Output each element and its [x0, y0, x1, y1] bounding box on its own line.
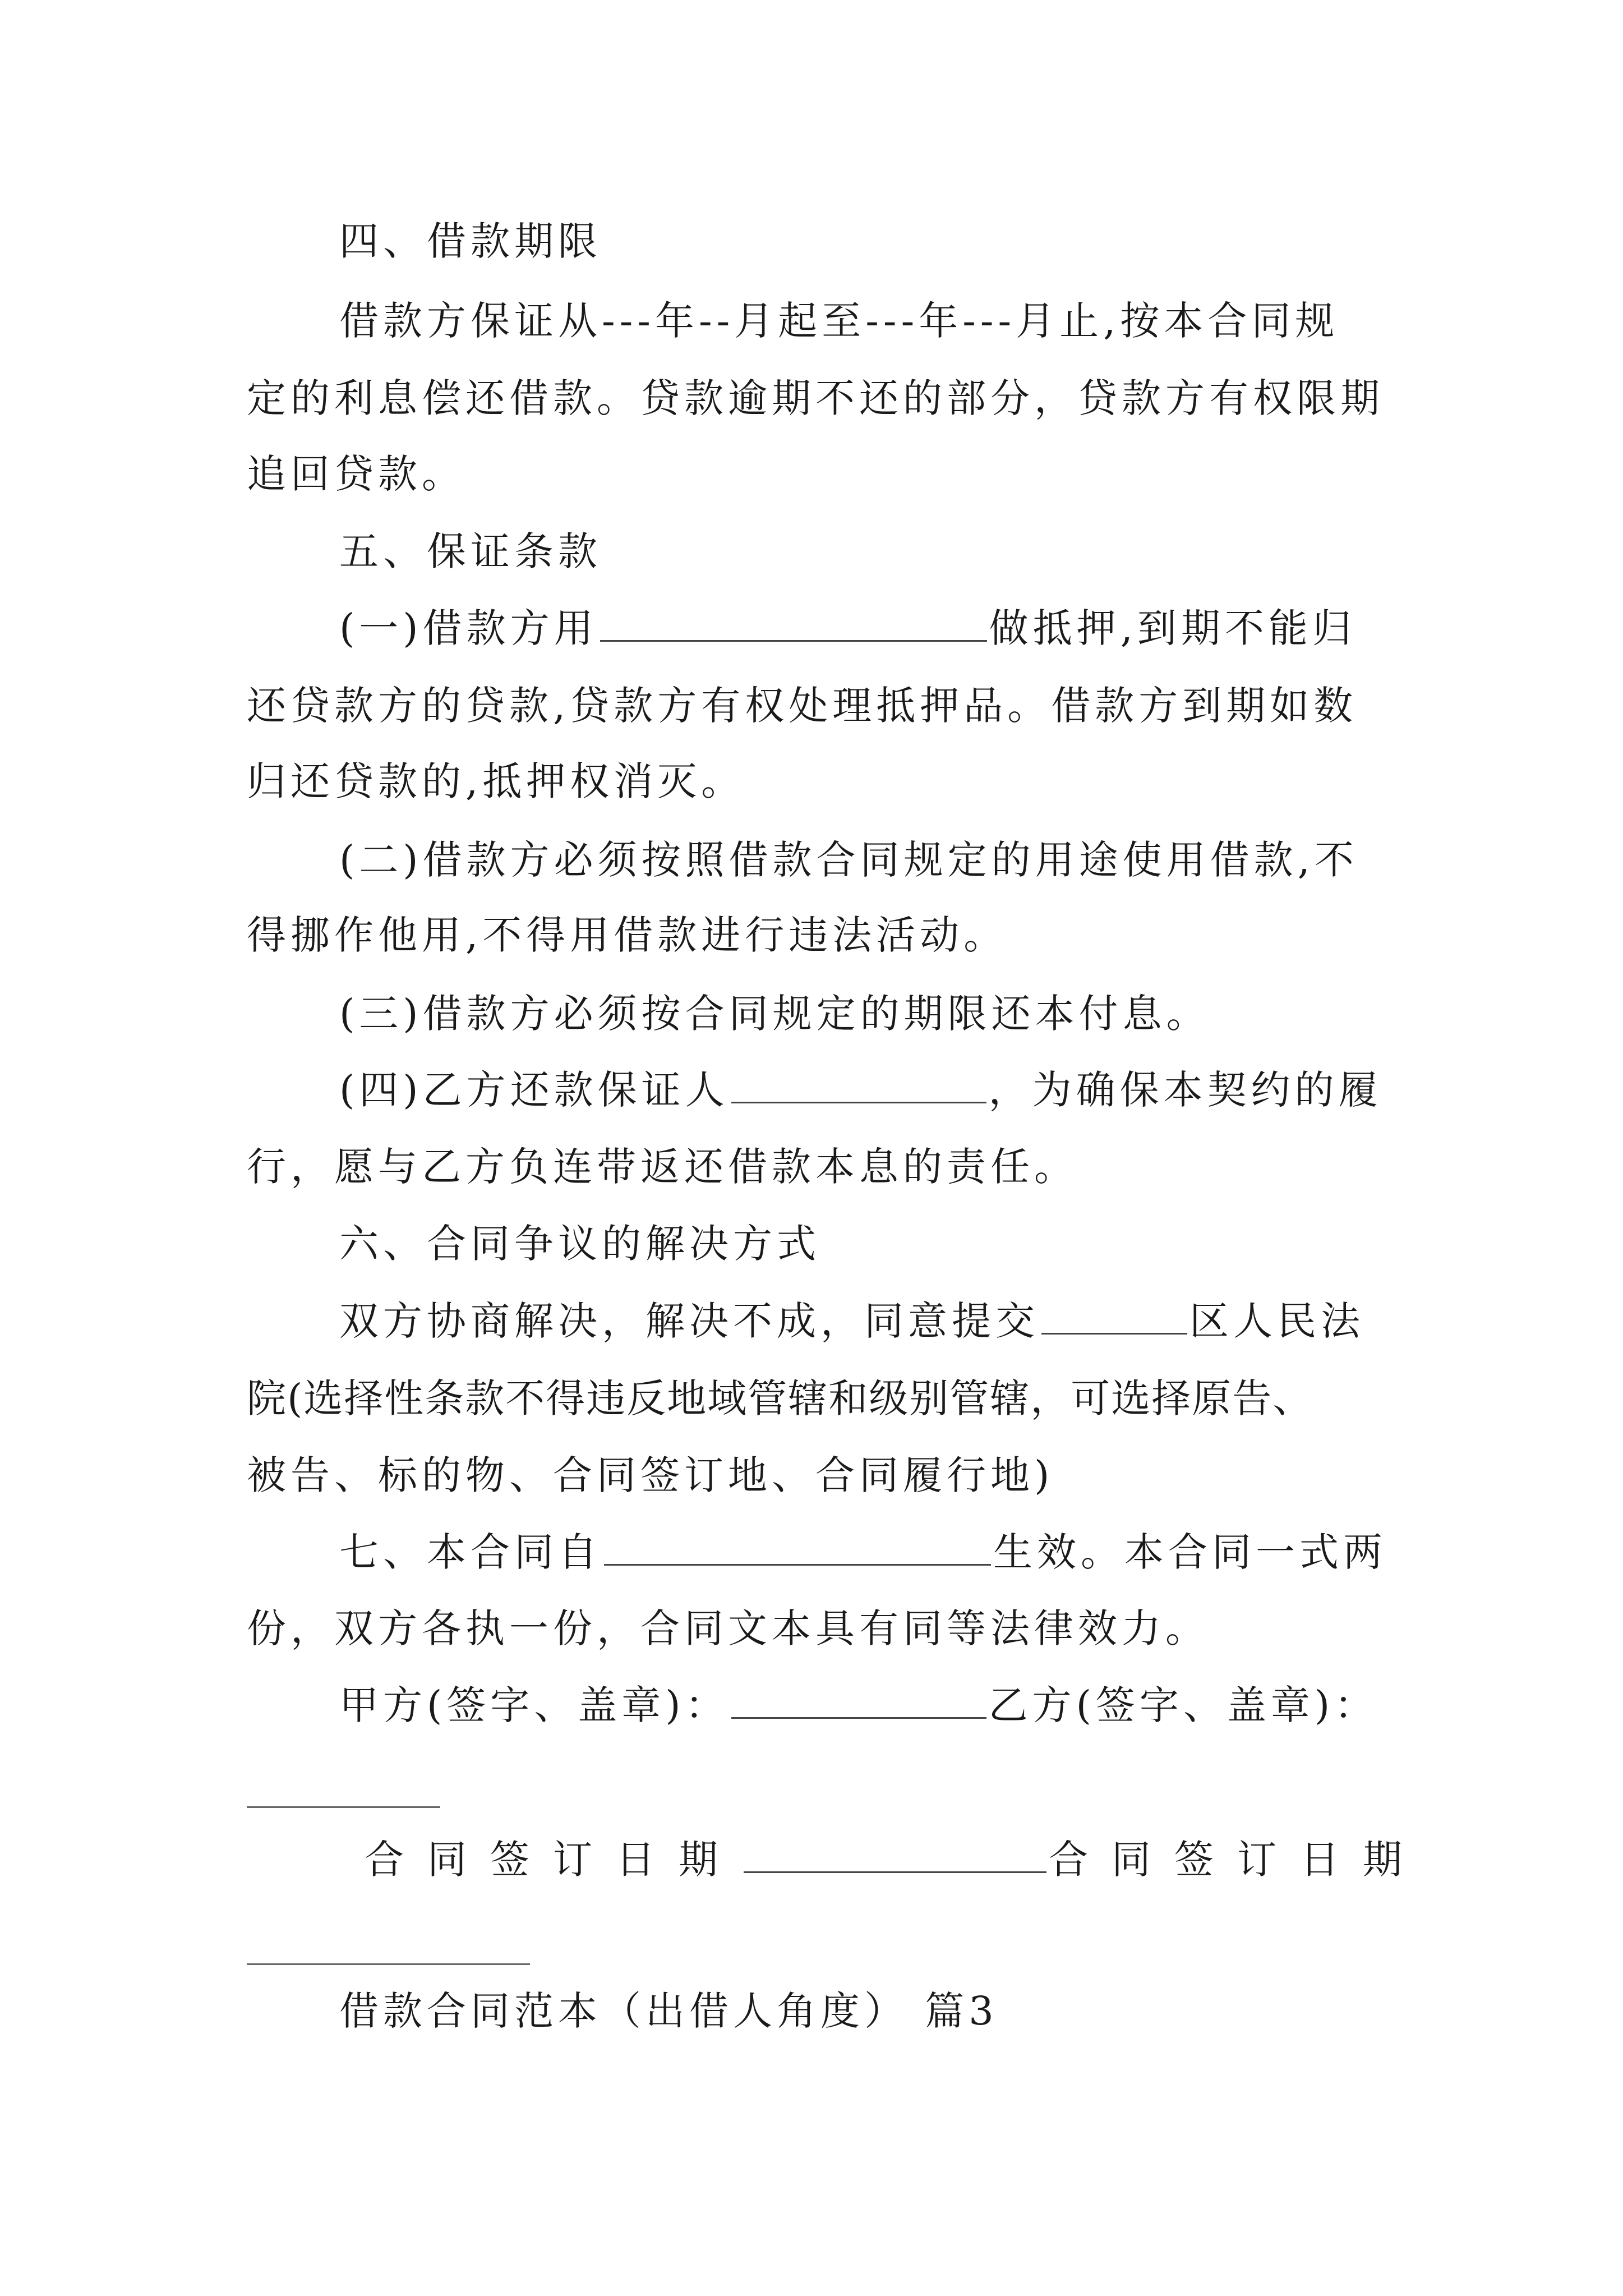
signature-line [339, 1680, 1472, 1731]
party-a-signature-label: 甲方(签字、盖章)： [339, 1682, 729, 1728]
party-a-date-blank [744, 1838, 1046, 1873]
section-6-heading: 六、合同争议的解决方式 [339, 1221, 820, 1267]
section-6-line-2: 院(选择性条款不得违反地域管辖和级别管辖，可选择原告、 [247, 1375, 1313, 1421]
clause-5-4-line-1 [339, 1065, 1472, 1115]
clause-5-2-line-2: 得挪作他用,不得用借款进行违法活动。 [247, 912, 1008, 958]
section-4-line-3: 追回贷款。 [247, 451, 465, 497]
section-6-text-a: 双方协商解决，解决不成，同意提交 [339, 1298, 1039, 1344]
guarantor-blank [731, 1068, 986, 1103]
section-4-heading: 四、借款期限 [339, 218, 602, 264]
collateral-blank [600, 606, 987, 642]
section-7-line-1 [339, 1527, 1472, 1577]
signing-date-line [365, 1834, 1426, 1885]
party-b-date-label: 合同签订日期 [1049, 1837, 1426, 1883]
clause-5-3: (三)借款方必须按合同规定的期限还本付息。 [339, 991, 1210, 1037]
clause-5-1-text-a: (一)借款方用 [339, 605, 598, 651]
clause-5-2-line-1: (二)借款方必须按照借款合同规定的用途使用借款,不 [339, 837, 1358, 883]
section-4-line-1: 借款方保证从---年--月起至---年---月止,按本合同规 [339, 298, 1339, 344]
clause-5-1-line-3: 归还贷款的,抵押权消灭。 [247, 758, 745, 804]
section-7-text-a: 七、本合同自 [339, 1529, 602, 1575]
section-4-line-2: 定的利息偿还借款。贷款逾期不还的部分，贷款方有权限期 [247, 375, 1384, 421]
clause-5-4-text-b: ，为确保本契约的履 [988, 1067, 1382, 1113]
clause-5-4-text-a: (四)乙方还款保证人 [339, 1067, 729, 1113]
section-5-heading: 五、保证条款 [339, 528, 602, 574]
clause-5-1-line-2: 还贷款方的贷款,贷款方有权处理抵押品。借款方到期如数 [247, 683, 1358, 729]
clause-5-4-line-2: 行，愿与乙方负连带返还借款本息的责任。 [247, 1144, 1078, 1190]
section-7-text-b: 生效。本合同一式两 [993, 1529, 1387, 1575]
clause-5-1-text-b: 做抵押,到期不能归 [989, 605, 1356, 651]
party-a-signature-blank [731, 1683, 986, 1719]
section-6-line-1 [339, 1296, 1472, 1346]
party-b-signature-label: 乙方(签字、盖章)： [988, 1682, 1378, 1728]
court-district-blank [1041, 1299, 1187, 1335]
section-6-text-b: 区人民法 [1189, 1298, 1364, 1344]
clause-5-1-line-1 [339, 603, 1472, 654]
next-section-title: 借款合同范本（出借人角度） 篇3 [339, 1988, 998, 2034]
section-6-line-3: 被告、标的物、合同签订地、合同履行地) [247, 1452, 1054, 1498]
effective-date-blank [604, 1530, 991, 1566]
party-b-signature-blank [247, 1806, 440, 1808]
section-7-line-2: 份，双方各执一份，合同文本具有同等法律效力。 [247, 1605, 1209, 1651]
party-a-date-label: 合同签订日期 [365, 1837, 741, 1883]
party-b-date-blank [247, 1963, 530, 1965]
